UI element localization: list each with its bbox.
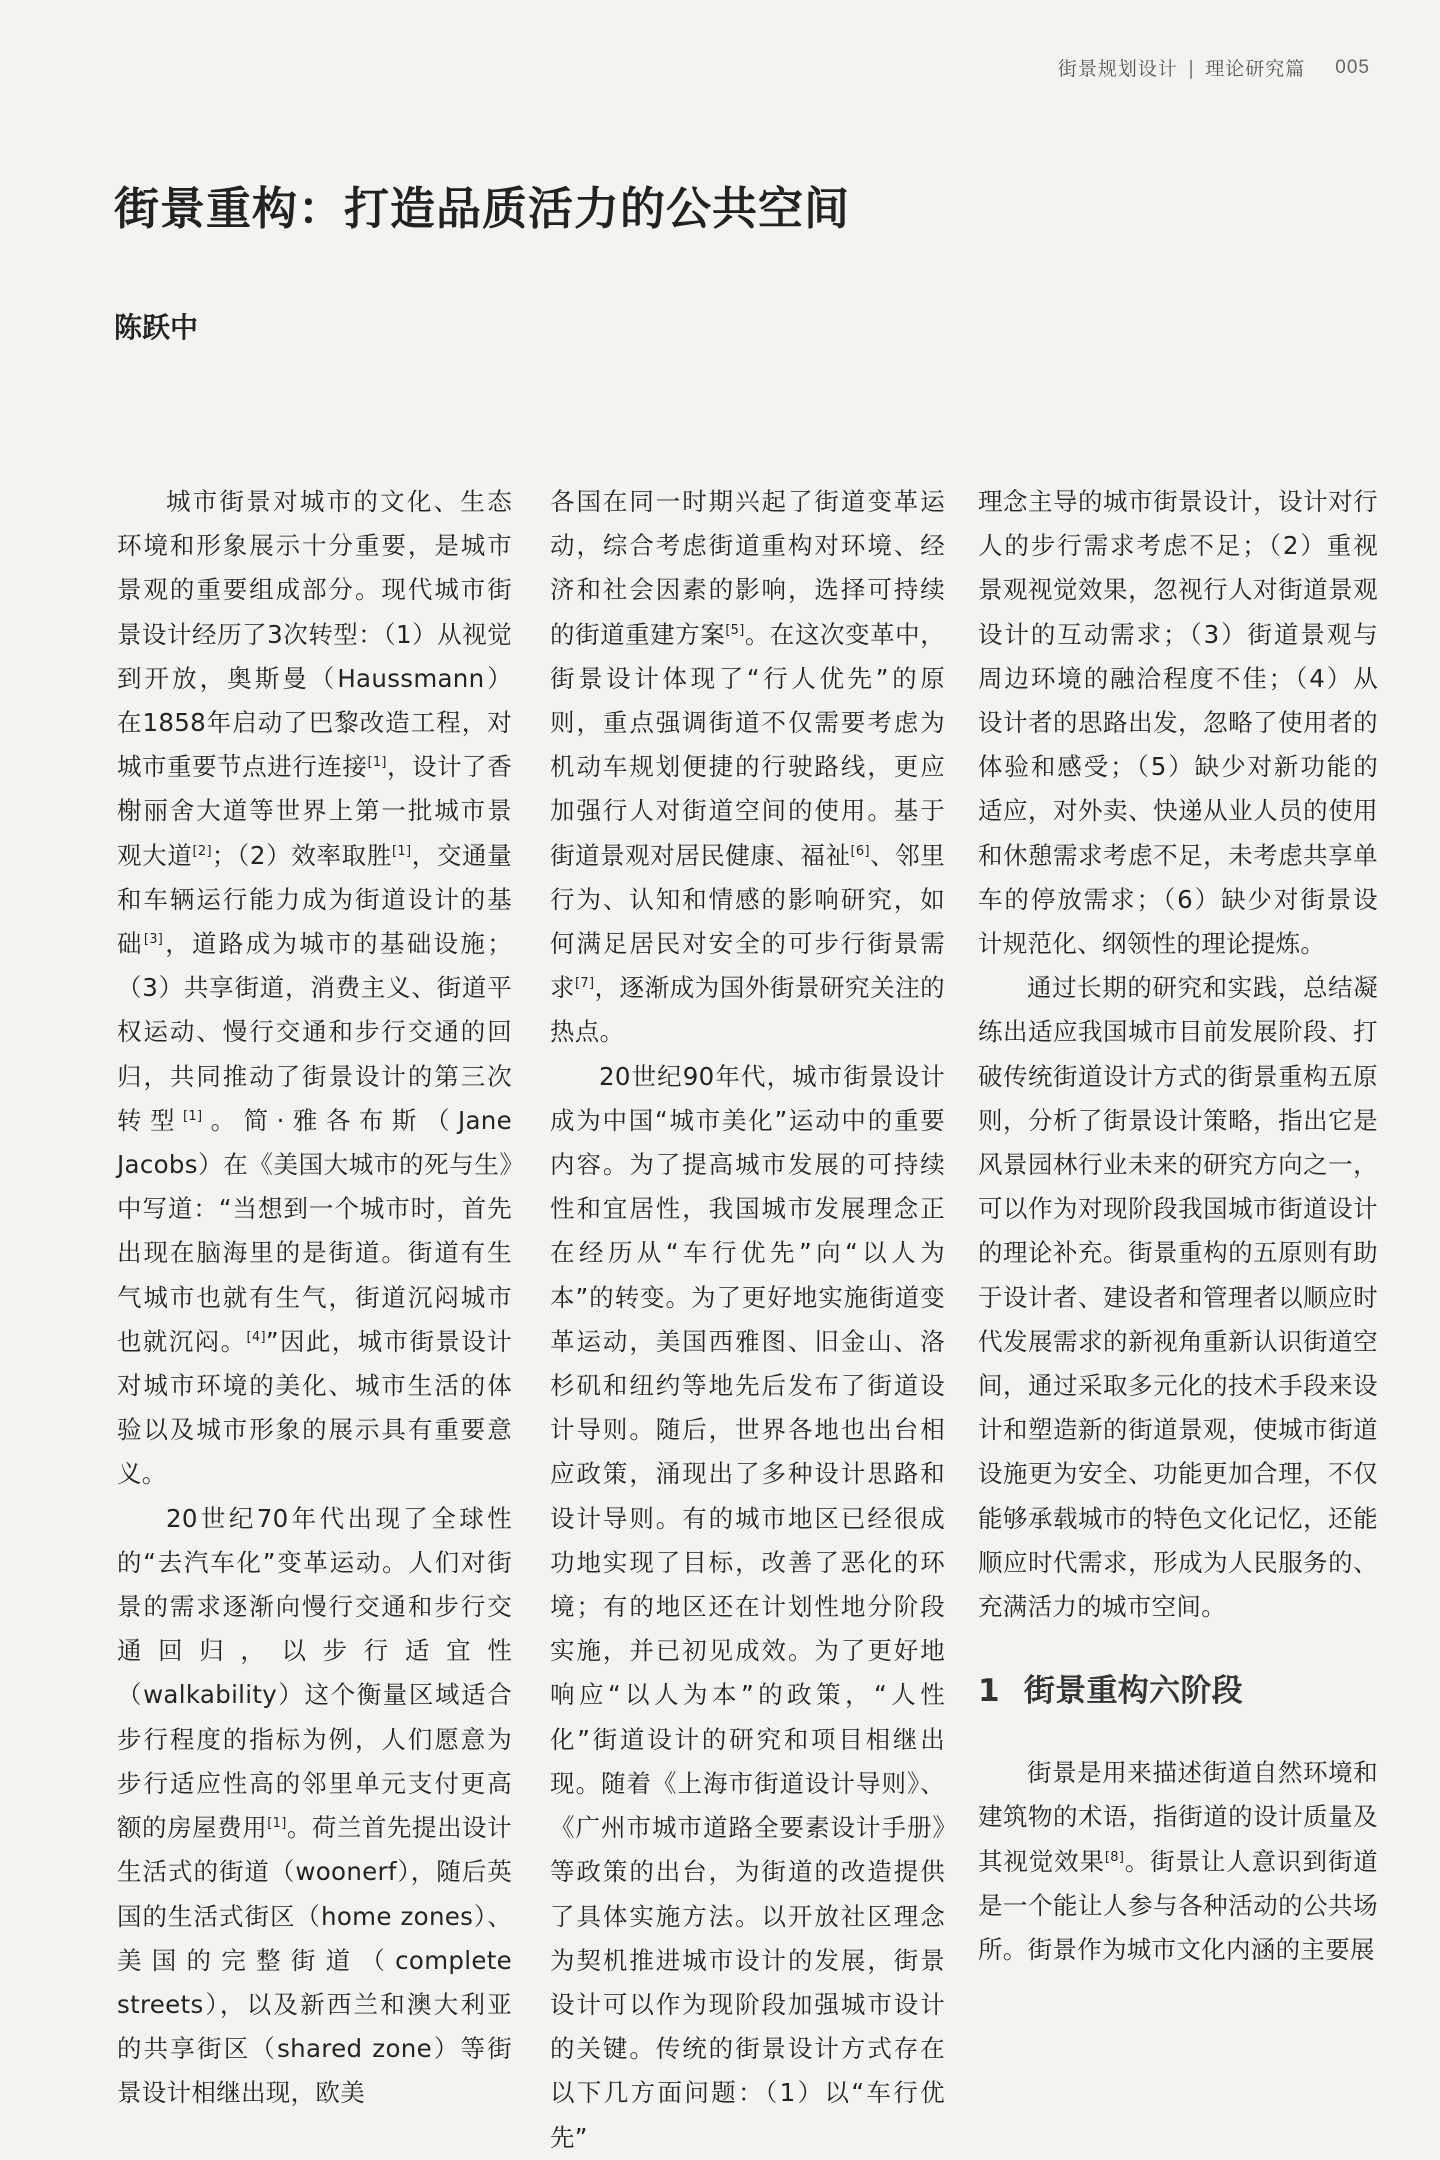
citation-ref: [1]	[392, 843, 412, 859]
paragraph: 街景是用来描述街道自然环境和建筑物的术语，指街道的设计质量及其视觉效果[8]。街景让人意识到街道是一个能让人参与各种活动的公共场所。街景作为城市文化内涵的主要展	[978, 1758, 1378, 1965]
section-heading	[978, 1669, 1378, 1713]
page-number: 005	[1335, 56, 1370, 78]
paragraph: 20世纪90年代，城市街景设计成为中国“城市美化”运动中的重要内容。为了提高城市发展的可持续性和宜居性，我国城市发展理念正在经历从“车行优先”向“以人为本”的转变。为了更好地实施街道变革运动，美国西雅图、旧金山、洛杉矶和纽约等地先后发布了街道设计导则。随后，世界各地也出台相应政策，涌现出了多种设计思路和设计导则。有的城市地区已经很成功地实现了目标，改善了恶化的环境；有的地区还在计划性地分阶段实施，并已初见成效。为了更好地响应“以人为本”的政策，“人性化”街道设计的研究和项目相继出现。随着《上海市街道设计导则》、《广州市城市道路全要素设计手册》等政策的出台，为街道的改造提供了具体实施方法。以开放社区理念为契机推进城市设计的发展，街景设计可以作为现阶段加强城市设计的关键。传统的街景设计方式存在以下几方面问题：（1）以“车行优先”	[550, 1061, 945, 2152]
citation-ref: [7]	[575, 976, 595, 992]
article-author: 陈跃中	[114, 311, 199, 344]
text-column-1	[117, 480, 512, 2116]
citation-ref: [2]	[192, 843, 212, 859]
section-number: 1	[978, 1673, 1000, 1710]
article-title: 街景重构：打造品质活力的公共空间	[114, 182, 851, 235]
paragraph: 各国在同一时期兴起了街道变革运动，综合考虑街道重构对环境、经济和社会因素的影响，选择可持续的街道重建方案[5]。在这次变革中，街景设计体现了“行人优先”的原则，重点强调街道不仅需要考虑为机动车规划便捷的行驶路线，更应加强行人对街道空间的使用。基于街道景观对居民健康、福祉[6]、邻里行为、认知和情感的影响研究，如何满足居民对安全的可步行街景需求[7]，逐渐成为国外街景研究关注的热点。	[550, 487, 945, 1047]
running-header	[1058, 54, 1370, 81]
text-column-3	[978, 480, 1378, 1972]
citation-ref: [1]	[267, 1815, 287, 1831]
section-title: 街景重构六阶段	[1023, 1673, 1243, 1710]
paragraph: 通过长期的研究和实践，总结凝练出适应我国城市目前发展阶段、打破传统街道设计方式的街景重构五原则，分析了街景设计策略，指出它是风景园林行业未来的研究方向之一，可以作为对现阶段我国城市街道设计的理论补充。街景重构的五原则有助于设计者、建设者和管理者以顺应时代发展需求的新视角重新认识街道空间，通过采取多元化的技术手段来设计和塑造新的街道景观，使城市街道设施更为安全、功能更加合理，不仅能够承载城市的特色文化记忆，还能顺应时代需求，形成为人民服务的、充满活力的城市空间。	[978, 973, 1378, 1622]
citation-ref: [1]	[367, 755, 387, 771]
citation-ref: [3]	[143, 931, 164, 947]
text-column-2	[550, 480, 945, 2160]
citation-ref: [1]	[183, 1108, 203, 1124]
paragraph: 20世纪70年代出现了全球性的“去汽车化”变革运动。人们对街景的需求逐渐向慢行交通和步行交通回归，以步行适宜性（walkability）这个衡量区域适合步行程度的指标为例，人们愿意为步行适应性高的邻里单元支付更高额的房屋费用[1]。荷兰首先提出设计生活式的街道（woonerf），随后英国的生活式街区（home zones）、美国的完整街道（complete streets），以及新西兰和澳大利亚的共享街区（shared zone）等街景设计相继出现，欧美	[117, 1503, 512, 2108]
header-section: 街景规划设计	[1057, 58, 1178, 80]
citation-ref: [5]	[725, 622, 745, 638]
header-separator: |	[1187, 56, 1196, 79]
paragraph: 理念主导的城市街景设计，设计对行人的步行需求考虑不足；（2）重视景观视觉效果，忽视行人对街道景观设计的互动需求；（3）街道景观与周边环境的融洽程度不佳；（4）从设计者的思路出发，忽略了使用者的体验和感受；（5）缺少对新功能的适应，对外卖、快递从业人员的使用和休憩需求考虑不足，未考虑共享单车的停放需求；（6）缺少对街景设计规范化、纲领性的理论提炼。	[978, 487, 1378, 959]
paragraph: 城市街景对城市的文化、生态环境和形象展示十分重要，是城市景观的重要组成部分。现代城市街景设计经历了3次转型：（1）从视觉到开放，奥斯曼（Haussmann）在1858年启动了巴黎改造工程，对城市重要节点进行连接[1]，设计了香榭丽舍大道等世界上第一批城市景观大道[2]；（2）效率取胜[1]，交通量和车辆运行能力成为街道设计的基础[3]，道路成为城市的基础设施；（3）共享街道，消费主义、街道平权运动、慢行交通和步行交通的回归，共同推动了街景设计的第三次转型[1]。简·雅各布斯（Jane Jacobs）在《美国大城市的死与生》中写道：“当想到一个城市时，首先出现在脑海里的是街道。街道有生气城市也就有生气，街道沉闷城市也就沉闷。[4]”因此，城市街景设计对城市环境的美化、城市生活的体验以及城市形象的展示具有重要意义。	[117, 487, 513, 1489]
citation-ref: [8]	[1104, 1849, 1125, 1865]
citation-ref: [6]	[850, 843, 870, 859]
citation-ref: [4]	[246, 1329, 266, 1345]
header-subsection: 理论研究篇	[1205, 58, 1306, 80]
